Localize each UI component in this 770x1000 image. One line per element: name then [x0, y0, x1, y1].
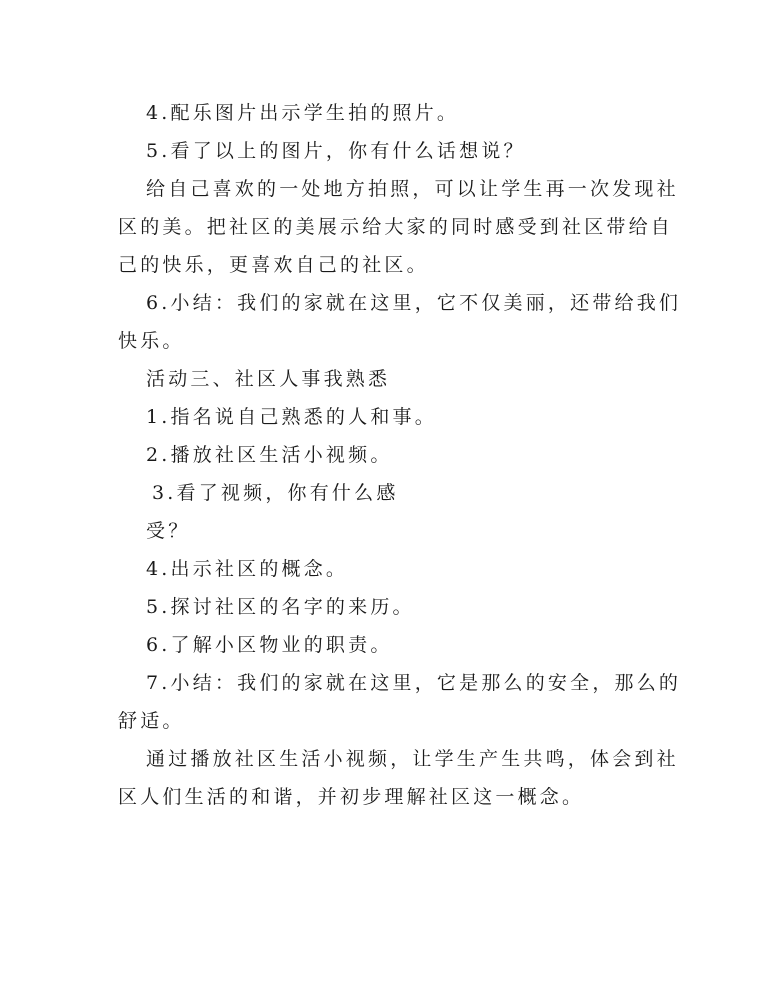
text-line: 4.配乐图片出示学生拍的照片。 — [146, 102, 460, 124]
text-line: 6.小结：我们的家就在这里，它不仅美丽，还带给我们 — [146, 292, 682, 314]
text-line: 3.看了视频，你有什么感 — [152, 482, 399, 504]
text-line: 受？ — [146, 520, 191, 542]
text-line: 5.看了以上的图片，你有什么话想说？ — [146, 140, 526, 162]
text-line: 区人们生活的和谐，并初步理解社区这一概念。 — [118, 786, 585, 808]
text-line: 6.了解小区物业的职责。 — [146, 634, 393, 656]
text-line: 给自己喜欢的一处地方拍照，可以让学生再一次发现社 — [146, 178, 679, 200]
text-line: 己的快乐，更喜欢自己的社区。 — [118, 254, 429, 276]
text-line: 4.出示社区的概念。 — [146, 558, 349, 580]
text-line: 快乐。 — [118, 330, 185, 352]
text-line: 7.小结：我们的家就在这里，它是那么的安全，那么的 — [146, 672, 682, 694]
text-line: 舒适。 — [118, 710, 185, 732]
text-line: 通过播放社区生活小视频，让学生产生共鸣，体会到社 — [146, 748, 679, 770]
text-line: 1.指名说自己熟悉的人和事。 — [146, 406, 437, 428]
text-line: 区的美。把社区的美展示给大家的同时感受到社区带给自 — [118, 216, 674, 238]
text-line: 2.播放社区生活小视频。 — [146, 444, 393, 466]
text-line: 5.探讨社区的名字的来历。 — [146, 596, 415, 618]
section-heading: 活动三、社区人事我熟悉 — [146, 368, 391, 390]
